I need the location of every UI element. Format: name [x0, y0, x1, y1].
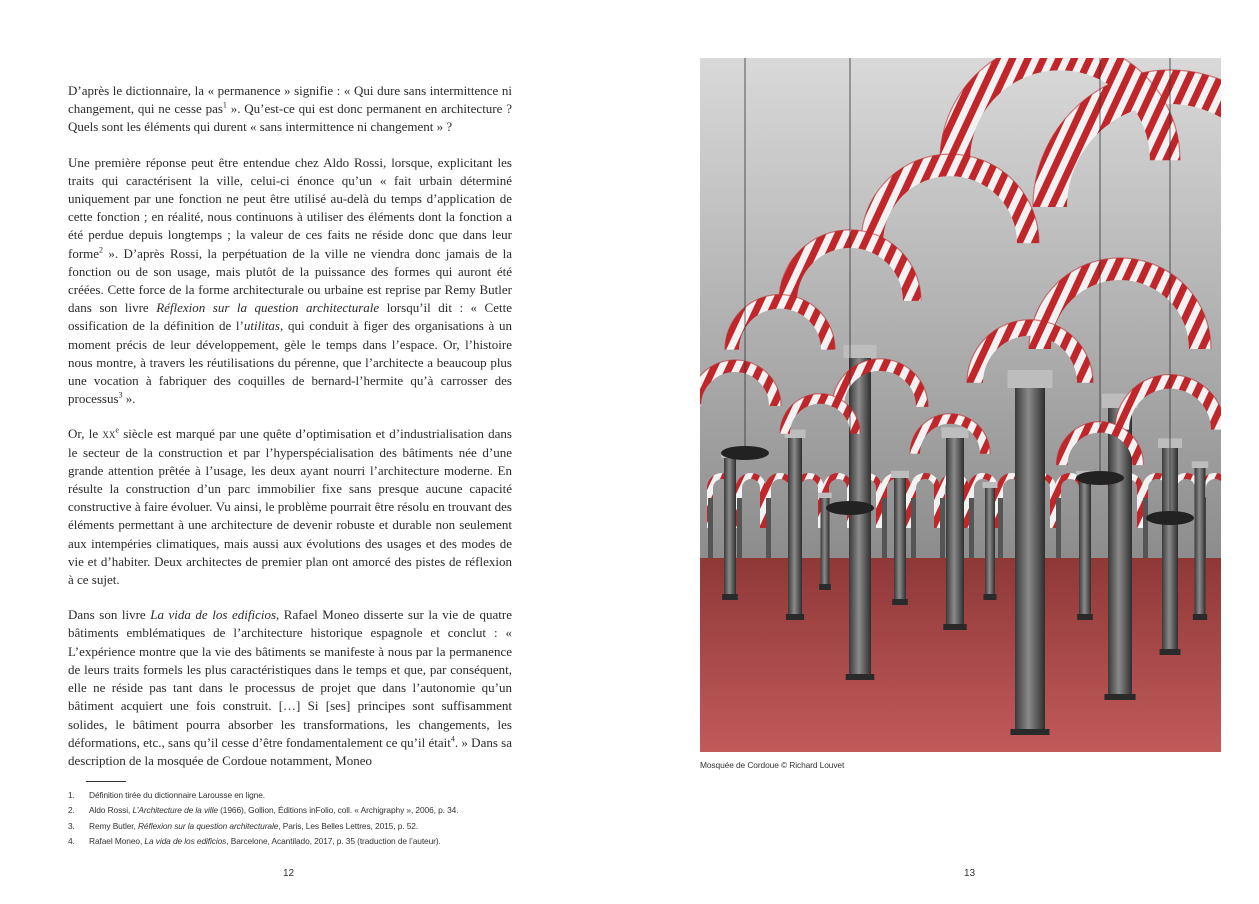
paragraph: [68, 606, 512, 770]
paragraph: [68, 154, 512, 409]
column-base: [984, 594, 997, 600]
footnotes: [68, 788, 528, 850]
footnote: [68, 819, 528, 834]
text-run: lorsqu’il dit : « Cette ossification de la définition de l’: [68, 300, 512, 334]
column-capital: [942, 427, 969, 438]
column-shaft: [724, 458, 736, 598]
footnote-text: [89, 803, 458, 818]
footnote-rule: [86, 781, 126, 782]
column-capital: [818, 493, 832, 498]
note-call: 3: [118, 390, 123, 400]
footnote-number: 3.: [68, 820, 75, 831]
italic-text: utilitas: [243, 318, 280, 334]
column-base: [892, 599, 908, 605]
footnote-number: 1.: [68, 790, 75, 800]
column-base: [786, 614, 804, 620]
footnote: [68, 788, 528, 803]
text-run: Une première réponse peut être entendue chez Aldo Rossi, lorsque, explicitant les traits qui caractérisent la ville, celui-ci énonce qu’un « fait urbain déterminé uniquement par une fonction ne peut être utilisé au-delà du temps d’application de cette fonction ; en réalité, nous continuons à utiliser des éléments dont la fonction a été perdue depuis longtemps ; la valeur de ces faits ne réside donc que dans leur forme: [68, 154, 512, 261]
column-capital: [983, 482, 998, 488]
text-run: Aldo Rossi,: [89, 805, 133, 816]
text-run: , Rafael Moneo disserte sur la vie de quatre bâtiments emblématiques de l’architecture historique espagnole et conclut : « L’expérience montre que la vie des bâtiments se manifeste à nous par la permanence de leurs traits formels les plus caractéristiques dans le temps et que, par conséquent, elle ne réside pas tant dans le processus de projet que dans l’autonomie qu’un bâtiment acquiert une fois construit. […] Si [ses] principes sont suffisamment solides, le bâtiment pourra absorber les transformations, les changements, les déformations, etc., sans qu’il cesse d’être fondamentalement ce qu’il était: [68, 607, 512, 750]
column-base: [1011, 729, 1050, 735]
column-shaft: [1015, 388, 1045, 733]
text-run: ».: [122, 391, 136, 407]
right-page: [630, 0, 1259, 904]
column-shaft: [1079, 478, 1091, 618]
body-text: [68, 82, 512, 787]
paragraph: [68, 82, 512, 137]
italic-text: La vida de los edificios: [144, 836, 227, 847]
column-capital: [1192, 461, 1209, 468]
text-run: Or, le: [68, 426, 103, 442]
page-number-left: 12: [283, 868, 295, 879]
footnote: [68, 834, 528, 849]
mosque-photo: [700, 58, 1221, 752]
note-call: e: [115, 426, 119, 436]
column-shaft: [946, 438, 964, 628]
footnote-text: [89, 788, 265, 803]
column-base: [846, 674, 875, 680]
lamp-bowl: [721, 446, 769, 460]
text-run: Définition tirée du dictionnaire Larousse en ligne.: [89, 790, 266, 800]
note-call: 1: [222, 100, 227, 110]
paragraph: [68, 425, 512, 589]
italic-text: Réflexion sur la question architecturale: [156, 300, 380, 316]
column-shaft: [1108, 408, 1132, 698]
text-run: . » Dans sa description de la mosquée de Cordoue notamment, Moneo: [68, 734, 512, 768]
text-run: D’après le dictionnaire, la « permanence » signifie : « Qui dure sans intermittence ni changement, qui ne cesse pas: [68, 83, 512, 117]
lamp-bowl: [1076, 471, 1124, 485]
text-run: , Paris, Les Belles Lettres, 2015, p. 52.: [278, 820, 419, 831]
column-capital: [891, 471, 909, 478]
column-base: [1160, 649, 1181, 655]
lamp-bowl: [1146, 511, 1194, 525]
column-shaft: [1195, 468, 1206, 618]
lamp-bowl: [826, 501, 874, 515]
italic-text: La vida de los edificios: [150, 607, 277, 623]
note-call: 2: [99, 245, 104, 255]
column-base: [1104, 694, 1135, 700]
footnote-text: [89, 819, 418, 834]
column-capital: [844, 345, 877, 358]
text-run: , qui conduit à figer des organisations à un moment précis de leur développement, gèle le temps dans l’espace. Or, l’histoire nous montre, à travers les réutilisations du pérenne, que l’architecte a beaucoup plus une vocation à fabriquer des coquilles de bernard-l’hermite qu’à carrosser des processus: [68, 318, 512, 407]
text-run: Dans son livre: [68, 607, 151, 623]
column-shaft: [821, 498, 830, 588]
small-caps-text: xx: [102, 426, 116, 442]
footnote-number: 4.: [68, 836, 75, 847]
text-run: , Barcelone, Acantilado, 2017, p. 35 (traduction de l’auteur).: [226, 836, 441, 847]
column-base: [1193, 614, 1207, 620]
column-base: [819, 584, 831, 590]
italic-text: L’Architecture de la ville: [132, 805, 218, 816]
text-run: ». D’après Rossi, la perpétuation de la ville ne viendra donc jamais de la fonction ou de son usage, mais plutôt de la puissance des formes qui auront été créées. Cette force de la forme architecturale ou urbaine est reprise par Remy Butler dans son livre: [68, 245, 512, 316]
column-base: [1077, 614, 1093, 620]
column-shaft: [849, 358, 871, 678]
footnote-number: 2.: [68, 805, 75, 816]
column-shaft: [894, 478, 906, 603]
page-number-right: 13: [964, 868, 976, 879]
column-shaft: [985, 488, 995, 598]
column-shaft: [788, 438, 802, 618]
italic-text: Réflexion sur la question architecturale: [137, 820, 279, 831]
column-base: [943, 624, 966, 630]
column-capital: [1008, 370, 1053, 388]
text-run: (1966), Gollion, Éditions inFolio, coll. « Archigraphy », 2006, p. 34.: [217, 805, 459, 816]
text-run: Remy Butler,: [89, 820, 138, 831]
text-run: siècle est marqué par une quête d’optimisation et d’industrialisation dans le secteur de la construction et par l’hyperspécialisation des bâtiments née d’une grande attention prêtée à l’usage, les deux ayant nourri l’architecture moderne. En résulte la construction d’un parc immobilier fixe sans presque aucune capacité constructive à faire évoluer. Vu ainsi, le problème pourrait être résolu en trouvant des éléments permettant à une architecture de devenir robuste et durable non seulement aux intempéries climatiques, mais aussi aux évolutions des usages et des modes de vie et d’habiter. Deux architectes de premier plan ont amorcé des pistes de réflexion à ce sujet.: [68, 426, 512, 588]
text-run: ». Qu’est-ce qui est donc permanent en architecture ? Quels sont les éléments qui durent « sans intermittence ni changement » ?: [68, 101, 512, 135]
footnote-text: [89, 834, 441, 849]
text-run: Rafael Moneo,: [89, 836, 145, 847]
column-base: [722, 594, 738, 600]
note-call: 4: [450, 734, 455, 744]
footnote: [68, 803, 528, 818]
photo-caption: Mosquée de Cordoue © Richard Louvet: [700, 760, 845, 770]
